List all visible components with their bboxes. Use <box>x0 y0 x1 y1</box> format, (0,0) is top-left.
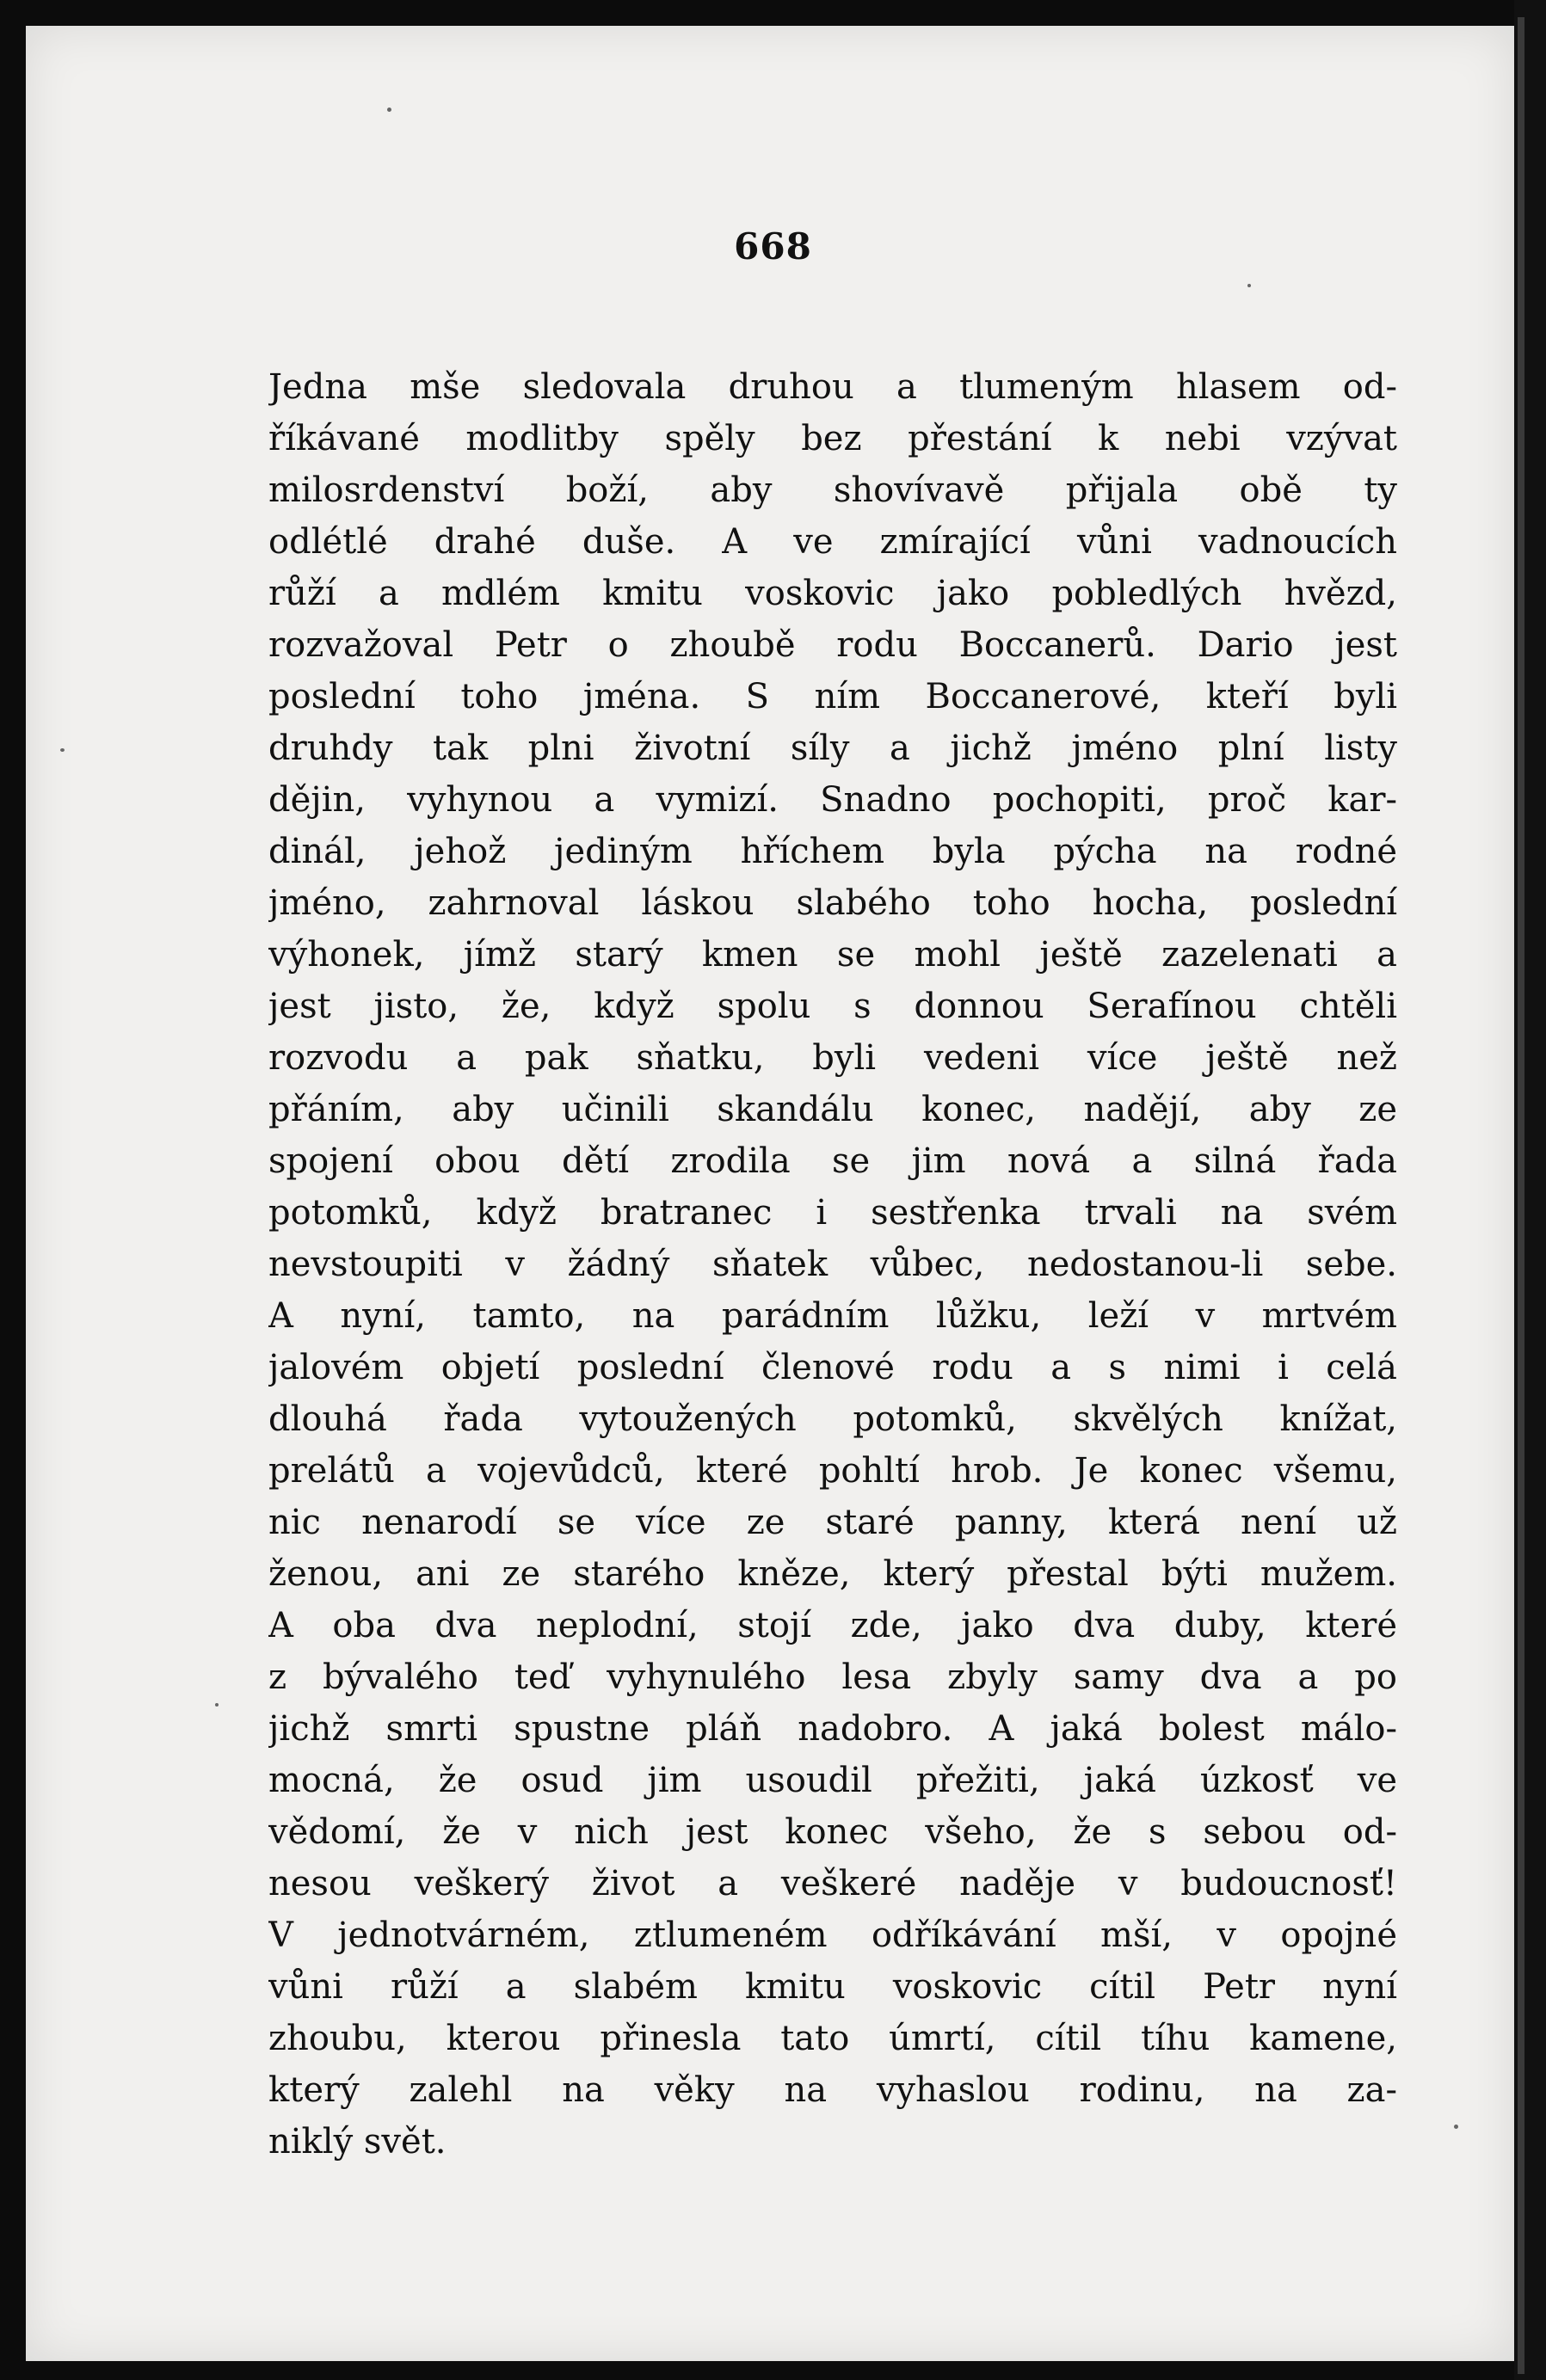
text-line: zhoubu, kterou přinesla tato úmrtí, cítil tíhu kamene, <box>268 2019 1397 2058</box>
paper-speck <box>387 108 391 112</box>
text-line: ženou, ani ze starého kněze, který přestal býti mužem. <box>268 1554 1397 1594</box>
text-line: který zalehl na věky na vyhaslou rodinu, na za- <box>268 2070 1397 2110</box>
text-line: přáním, aby učinili skandálu konec, nadějí, aby ze <box>268 1090 1397 1129</box>
paper-speck <box>1454 2125 1458 2129</box>
text-line: nevstoupiti v žádný sňatek vůbec, nedostanou-li sebe. <box>268 1245 1397 1284</box>
paper-speck <box>1247 284 1251 287</box>
page-body-text <box>268 361 1397 2168</box>
text-line: nesou veškerý život a veškeré naděje v budoucnosť! <box>268 1864 1397 1903</box>
paper-speck <box>60 748 65 752</box>
text-line: A oba dva neplodní, stojí zde, jako dva duby, které <box>268 1606 1397 1645</box>
text-line: potomků, když bratranec i sestřenka trvali na svém <box>268 1193 1397 1233</box>
text-line: jichž smrti spustne pláň nadobro. A jaká bolest málo- <box>268 1709 1397 1749</box>
text-line: Jedna mše sledovala druhou a tlumeným hlasem od- <box>268 367 1397 407</box>
text-line: vůni růží a slabém kmitu voskovic cítil Petr nyní <box>268 1967 1397 2007</box>
text-line: z bývalého teď vyhynulého lesa zbyly samy dva a po <box>268 1657 1397 1697</box>
text-line: růží a mdlém kmitu voskovic jako pobledlých hvězd, <box>268 574 1397 613</box>
text-line: spojení obou dětí zrodila se jim nová a silná řada <box>268 1141 1397 1181</box>
page-number: 668 <box>734 225 812 268</box>
text-line: mocná, že osud jim usoudil přežiti, jaká úzkosť ve <box>268 1761 1397 1800</box>
text-line: říkávané modlitby spěly bez přestání k nebi vzývat <box>268 419 1397 458</box>
text-line: prelátů a vojevůdců, které pohltí hrob. Je konec všemu, <box>268 1451 1397 1491</box>
text-line: V jednotvárném, ztlumeném odříkávání mší, v opojné <box>268 1916 1397 1955</box>
text-line: vědomí, že v nich jest konec všeho, že s sebou od- <box>268 1812 1397 1852</box>
paper-speck <box>215 1703 219 1707</box>
text-line: odlétlé drahé duše. A ve zmírající vůni vadnoucích <box>268 522 1397 562</box>
text-line: dinál, jehož jediným hříchem byla pýcha na rodné <box>268 832 1397 871</box>
text-line: druhdy tak plni životní síly a jichž jméno plní listy <box>268 729 1397 768</box>
text-line: jest jisto, že, když spolu s donnou Serafínou chtěli <box>268 987 1397 1026</box>
text-line: dějin, vyhynou a vymizí. Snadno pochopiti, proč kar- <box>268 780 1397 820</box>
text-line: výhonek, jímž starý kmen se mohl ještě zazelenati a <box>268 935 1397 975</box>
text-line: milosrdenství boží, aby shovívavě přijala obě ty <box>268 470 1397 510</box>
text-line: nic nenarodí se více ze staré panny, která není už <box>268 1503 1397 1542</box>
page-binding-edge <box>1518 17 1524 2374</box>
text-line: rozvodu a pak sňatku, byli vedeni více ještě než <box>268 1038 1397 1078</box>
text-line: poslední toho jména. S ním Boccanerové, kteří byli <box>268 677 1397 716</box>
text-line-last: niklý svět. <box>268 2122 447 2162</box>
text-line: rozvažoval Petr o zhoubě rodu Boccanerů. Dario jest <box>268 625 1397 665</box>
text-line: A nyní, tamto, na parádním lůžku, leží v mrtvém <box>268 1296 1397 1336</box>
text-line: jméno, zahrnoval láskou slabého toho hocha, poslední <box>268 883 1397 923</box>
text-line: jalovém objetí poslední členové rodu a s nimi i celá <box>268 1348 1397 1387</box>
text-line: dlouhá řada vytoužených potomků, skvělých knížat, <box>268 1399 1397 1439</box>
